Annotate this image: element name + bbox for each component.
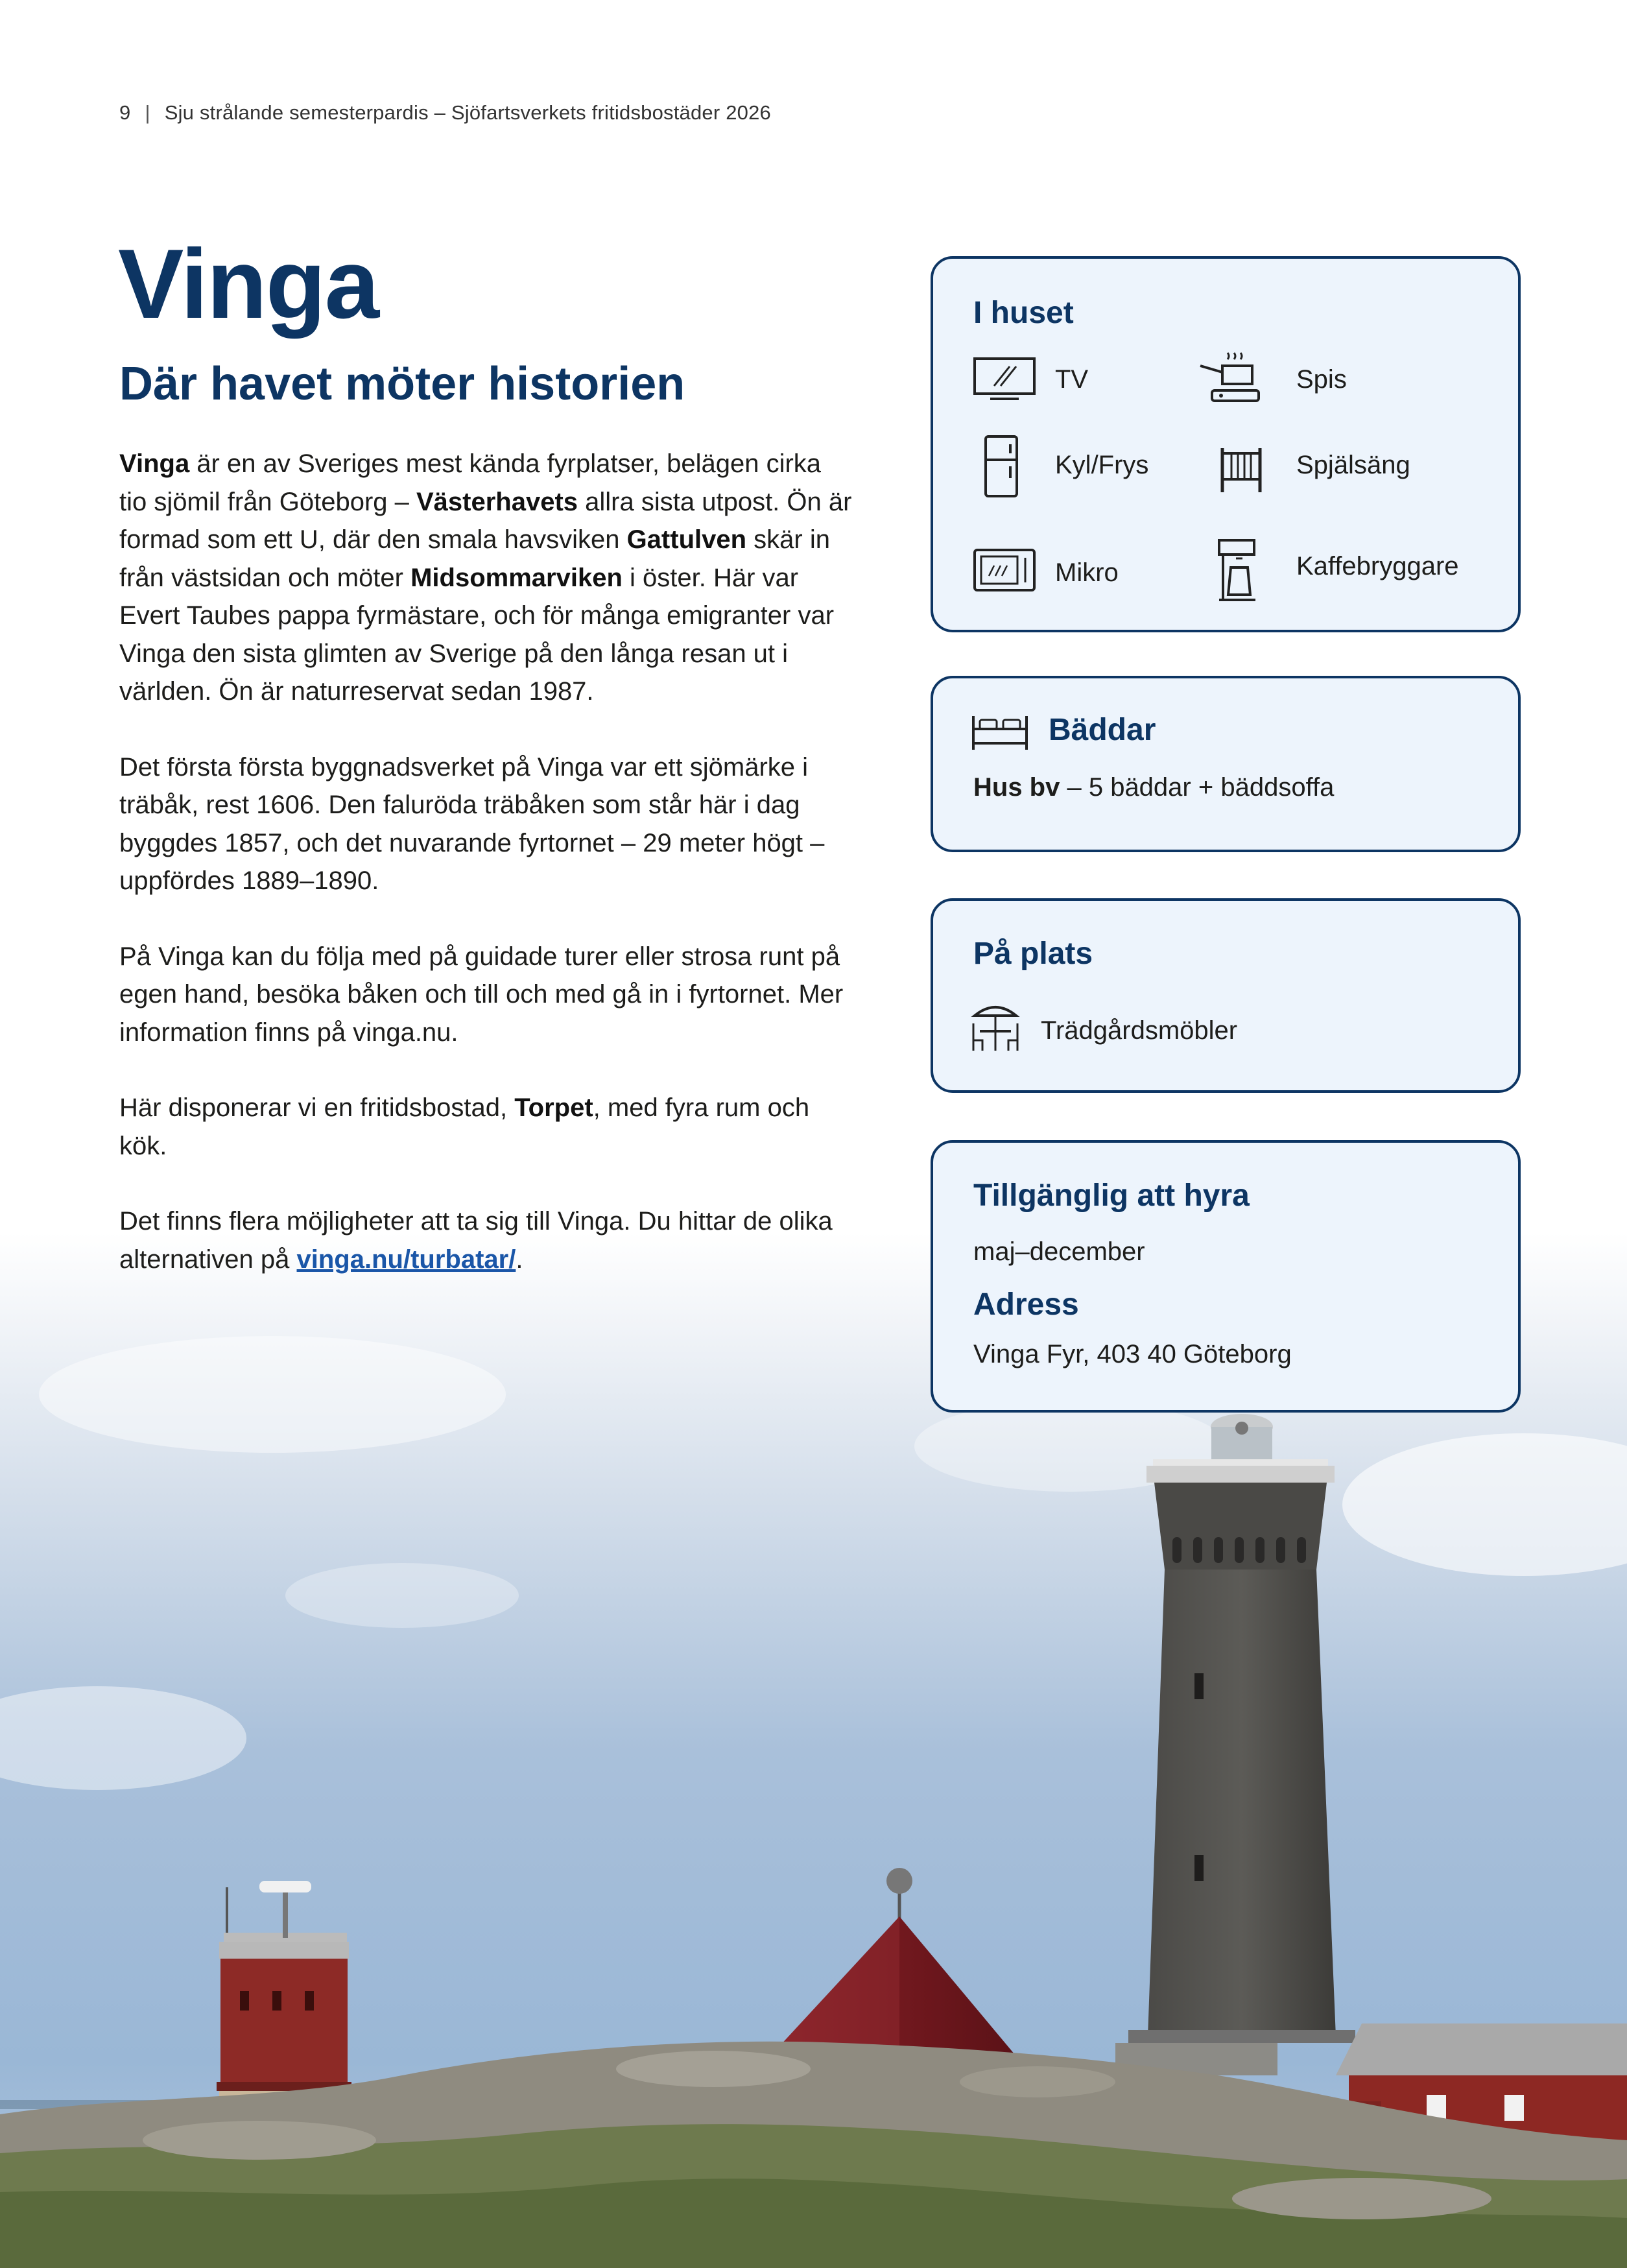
tv-icon	[972, 356, 1037, 401]
text-run: är en av Sveriges mest kända fyrplatser, belägen cirka tio sjömil från Göteborg –	[119, 449, 822, 516]
microwave-icon	[972, 547, 1037, 593]
bold-midsommarviken: Midsommarviken	[410, 563, 623, 592]
bold-vasterhavets: Västerhavets	[416, 487, 578, 516]
beds-count: – 5 bäddar + bäddsoffa	[1060, 773, 1335, 802]
amenity-label-kyl-frys: Kyl/Frys	[1055, 451, 1149, 479]
amenity-label-spjalsang: Spjälsäng	[1296, 451, 1410, 479]
paragraph-intro	[119, 445, 852, 711]
text-run: i öster. Här var Evert Taubes pappa fyrmästare, och för många emigranter var Vinga den sista glimten av Sverige på den långa resan ut i världen. Ön är naturreservat sedan 1987.	[119, 563, 835, 706]
amenity-label-kaffebryggare: Kaffebryggare	[1296, 552, 1459, 580]
availability-period: maj–december	[973, 1237, 1145, 1266]
page-subtitle: Där havet möter historien	[119, 358, 685, 410]
text-run: Här disponerar vi en fritidsbostad,	[119, 1093, 515, 1122]
turbatar-link[interactable]: vinga.nu/turbatar/	[296, 1245, 516, 1274]
beds-box	[931, 676, 1521, 852]
text-run: Det finns flera möjligheter att ta sig till Vinga. Du hittar de olika alternativen på	[119, 1207, 833, 1274]
beds-heading: Bäddar	[1049, 713, 1156, 747]
paragraph-travel	[119, 1202, 852, 1278]
paragraph-accommodation	[119, 1089, 852, 1165]
body-text	[119, 445, 852, 1316]
bold-gattulven: Gattulven	[626, 525, 747, 554]
on-site-heading: På plats	[973, 937, 1093, 971]
bold-torpet: Torpet	[514, 1093, 593, 1122]
page-number: 9	[119, 101, 131, 124]
text-run: skär in från västsidan och möter	[119, 525, 830, 592]
bold-vinga: Vinga	[119, 449, 190, 478]
beds-info	[973, 774, 1334, 800]
garden-furniture-icon	[971, 1001, 1020, 1053]
in-house-heading: I huset	[973, 296, 1074, 330]
bed-icon	[971, 711, 1029, 751]
paragraph-activities: På Vinga kan du följa med på guidade turer eller strosa runt på egen hand, besöka båken och till och med gå in i fyrtornet. Mer information finns på vinga.nu.	[119, 942, 844, 1047]
address-text: Vinga Fyr, 403 40 Göteborg	[973, 1340, 1292, 1368]
coffee-maker-icon	[1215, 538, 1261, 603]
page-header	[119, 101, 771, 125]
paragraph-history: Det första första byggnadsverket på Vinga var ett sjömärke i träbåk, rest 1606. Den faluröda träbåken som står här i dag byggdes 1857, och det nuvarande fyrtornet – 29 meter högt – uppfördes 1889–1890.	[119, 752, 825, 895]
page-title: Vinga	[118, 229, 379, 339]
crib-icon	[1218, 446, 1264, 494]
house-name: Hus bv	[973, 773, 1060, 802]
availability-box	[931, 1140, 1521, 1413]
stove-icon	[1199, 346, 1264, 405]
amenity-label-mikro: Mikro	[1055, 558, 1119, 587]
on-site-item: Trädgårdsmöbler	[1041, 1016, 1238, 1045]
document-title: Sju strålande semesterpardis – Sjöfartsverkets fritidsbostäder 2026	[164, 101, 771, 124]
header-separator: |	[145, 101, 150, 124]
fridge-icon	[982, 434, 1021, 499]
on-site-box	[931, 898, 1521, 1093]
amenity-label-spis: Spis	[1296, 365, 1347, 394]
text-run: .	[516, 1245, 523, 1274]
in-house-box	[931, 256, 1521, 632]
availability-heading: Tillgänglig att hyra	[973, 1178, 1250, 1213]
address-heading: Adress	[973, 1287, 1079, 1322]
amenity-label-tv: TV	[1055, 365, 1089, 394]
text-run: allra sista utpost. Ön är formad som ett U, där den smala havsviken	[119, 487, 852, 554]
text-run: , med fyra rum och kök.	[119, 1093, 810, 1160]
